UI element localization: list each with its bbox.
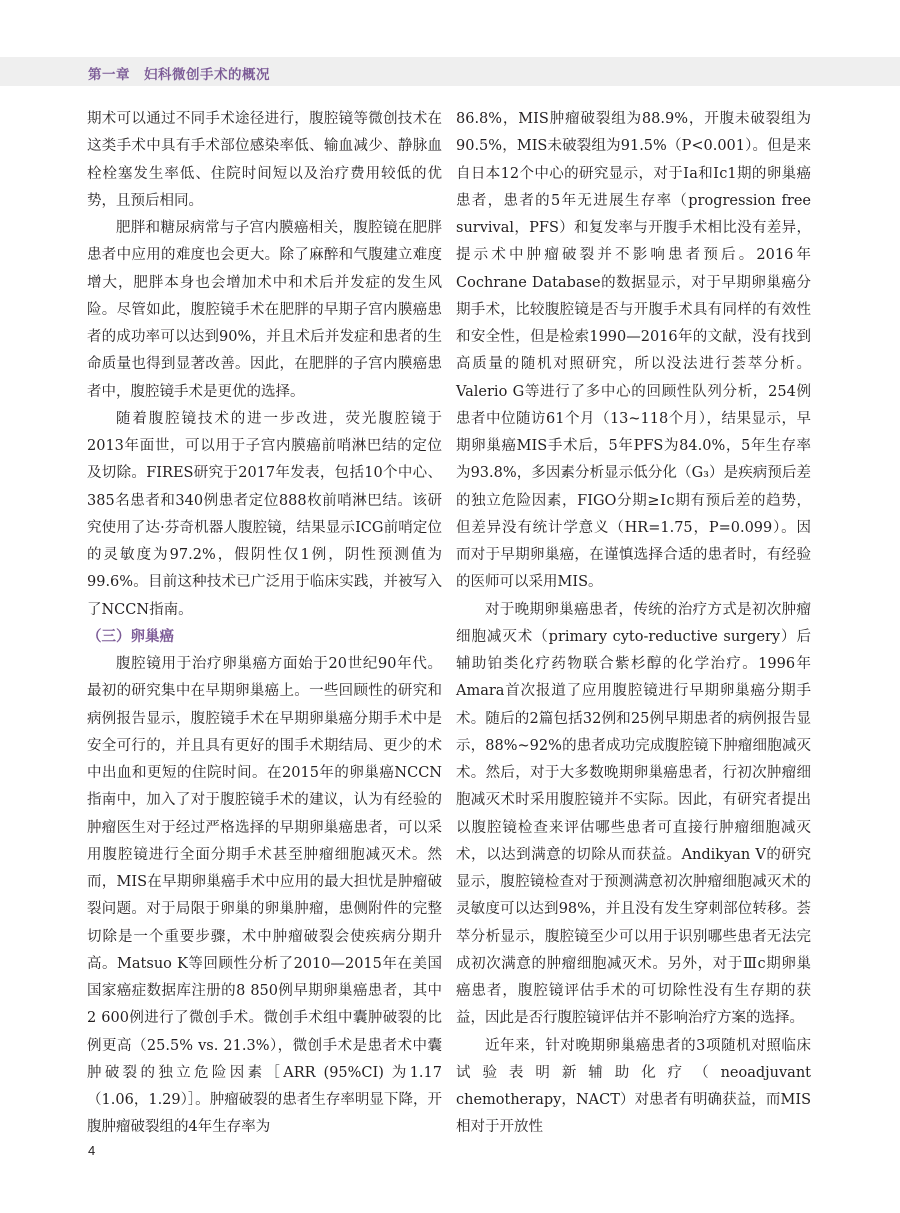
paragraph: 近年来，针对晚期卵巢癌患者的3项随机对照临床试验表明新辅助化疗（neoadjuvant chemotherapy，NACT）对患者有明确获益，而MIS相对于开放性 <box>456 1037 811 1136</box>
chapter-title: 第一章 妇科微创手术的概况 <box>88 67 270 83</box>
left-text-column <box>87 106 442 1142</box>
paragraph: 对于晚期卵巢癌患者，传统的治疗方式是初次肿瘤细胞减灭术（primary cyto-reductive surgery）后辅助铂类化疗药物联合紫杉醇的化学治疗。1996年Amara首次报道了应用腹腔镜进行早期卵巢癌分期手术。随后的2篇包括32例和25例早期患者的病例报告显示，88%~92%的患者成功完成腹腔镜下肿瘤细胞减灭术。然后，对于大多数晚期卵巢癌患者，行初次肿瘤细胞减灭术时采用腹腔镜并不实际。因此，有研究者提出以腹腔镜检查来评估哪些患者可直接行肿瘤细胞减灭术，以达到满意的切除从而获益。Andikyan V的研究显示，腹腔镜检查对于预测满意初次肿瘤细胞减灭术的灵敏度可以达到98%，并且没有发生穿刺部位转移。荟萃分析显示，腹腔镜至少可以用于识别哪些患者无法完成初次满意的肿瘤细胞减灭术。另外，对于Ⅲc期卵巢癌患者，腹腔镜评估手术的可切除性没有生存期的获益，因此是否行腹腔镜评估并不影响治疗方案的选择。 <box>456 601 811 1027</box>
paragraph: 肥胖和糖尿病常与子宫内膜癌相关，腹腔镜在肥胖患者中应用的难度也会更大。除了麻醉和气腹建立难度增大，肥胖本身也会增加术中和术后并发症的发生风险。尽管如此，腹腔镜手术在肥胖的早期子宫内膜癌患者的成功率可以达到90%，并且术后并发症和患者的生命质量也得到显著改善。因此，在肥胖的子宫内膜癌患者中，腹腔镜手术是更优的选择。 <box>87 220 442 400</box>
paragraph: 腹腔镜用于治疗卵巢癌方面始于20世纪90年代。最初的研究集中在早期卵巢癌上。一些回顾性的研究和病例报告显示，腹腔镜手术在早期卵巢癌分期手术中是安全可行的，并且具有更好的围手术期结局、更少的术中出血和更短的住院时间。在2015年的卵巢癌NCCN指南中，加入了对于腹腔镜手术的建议，认为有经验的肿瘤医生对于经过严格选择的早期卵巢癌患者，可以采用腹腔镜进行全面分期手术甚至肿瘤细胞减灭术。然而，MIS在早期卵巢癌手术中应用的最大担忧是肿瘤破裂问题。对于局限于卵巢的卵巢肿瘤，患侧附件的完整切除是一个重要步骤，术中肿瘤破裂会使疾病分期升高。Matsuo K等回顾性分析了2010—2015年在美国国家癌症数据库注册的8 850例早期卵巢癌患者，其中2 600例进行了微创手术。微创手术组中囊肿破裂的比例更高（25.5% vs. 21.3%），微创手术是患者术中囊肿破裂的独立危险因素［ARR (95%CI) 为1.17（1.06，1.29）］。肿瘤破裂的患者生存率明显下降，开腹肿瘤破裂组的4年生存率为 <box>87 656 442 1136</box>
right-text-column <box>456 106 811 1142</box>
paragraph: 期术可以通过不同手术途径进行，腹腔镜等微创技术在这类手术中具有手术部位感染率低、输血减少、静脉血栓栓塞发生率低、住院时间短以及治疗费用较低的优势，且预后相同。 <box>87 111 442 209</box>
paragraph: 86.8%，MIS肿瘤破裂组为88.9%，开腹未破裂组为90.5%，MIS未破裂组为91.5%（P<0.001）。但是来自日本12个中心的研究显示，对于Ⅰa和Ⅰc1期的卵巢癌患者，患者的5年无进展生存率（progression free survival，PFS）和复发率与开腹手术相比没有差异，提示术中肿瘤破裂并不影响患者预后。2016年Cochrane Database的数据显示，对于早期卵巢癌分期手术，比较腹腔镜是否与开腹手术具有同样的有效性和安全性，但是检索1990—2016年的文献，没有找到高质量的随机对照研究，所以没法进行荟萃分析。Valerio G等进行了多中心的回顾性队列分析，254例患者中位随访61个月（13~118个月），结果显示，早期卵巢癌MIS手术后，5年PFS为84.0%，5年生存率为93.8%，多因素分析显示低分化（G₃）是疾病预后差的独立危险因素，FIGO分期≥Ⅰc期有预后差的趋势，但差异没有统计学意义（HR=1.75，P=0.099）。因而对于早期卵巢癌，在谨慎选择合适的患者时，有经验的医师可以采用MIS。 <box>456 111 811 591</box>
page-number: 4 <box>88 1143 96 1158</box>
section-heading: （三）卵巢癌 <box>87 628 174 645</box>
paragraph: 随着腹腔镜技术的进一步改进，荧光腹腔镜于2013年面世，可以用于子宫内膜癌前哨淋巴结的定位及切除。FIRES研究于2017年发表，包括10个中心、385名患者和340例患者定位888枚前哨淋巴结。该研究使用了达·芬奇机器人腹腔镜，结果显示ICG前哨定位的灵敏度为97.2%，假阴性仅1例，阴性预测值为99.6%。目前这种技术已广泛用于临床实践，并被写入了NCCN指南。 <box>87 410 442 618</box>
